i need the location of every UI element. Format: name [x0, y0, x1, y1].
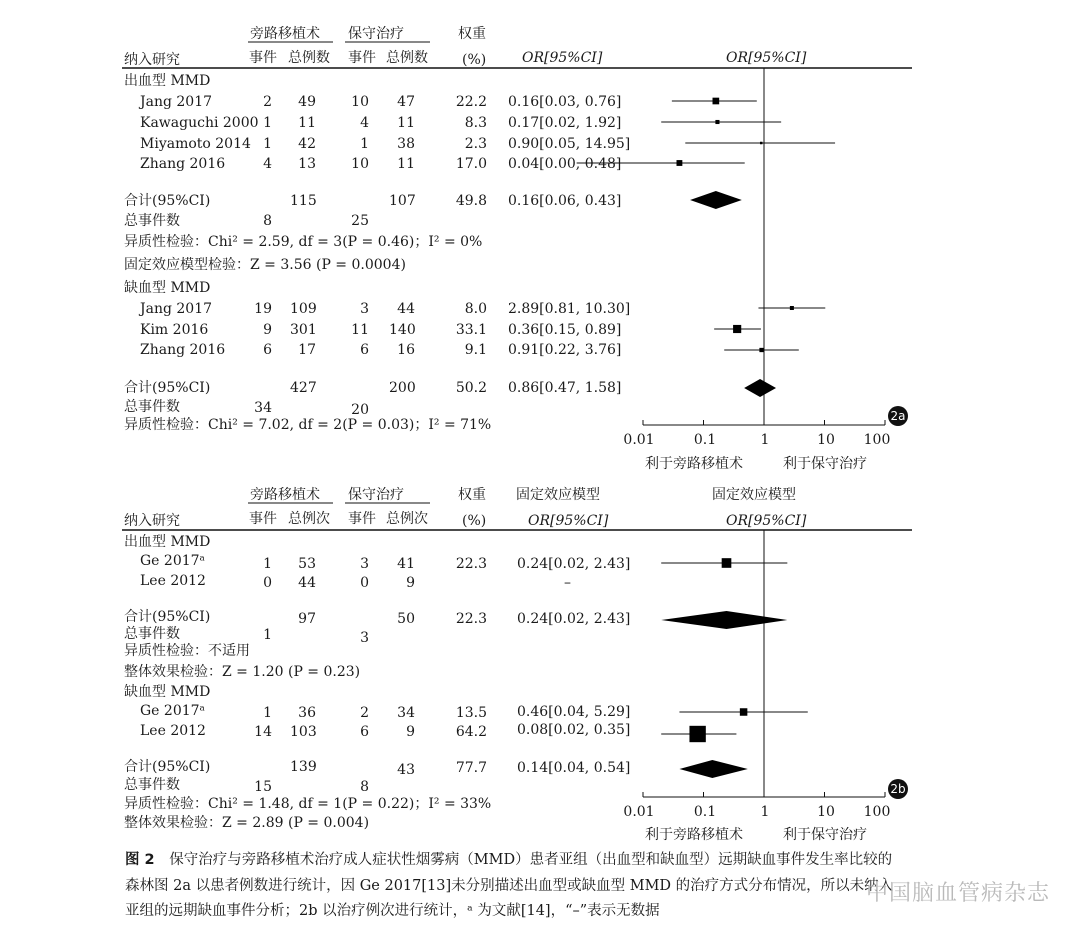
total-events-2: 25: [351, 213, 369, 229]
study-name: Kim 2016: [140, 322, 209, 338]
axis-tick-label: 0.01: [623, 804, 655, 820]
header-or-plot: OR[95%CI]: [726, 50, 807, 66]
favors-bypass-label: 利于旁路移植术: [645, 456, 743, 472]
study-estimate-square: [759, 348, 763, 352]
events-2: 0: [360, 575, 369, 591]
total-1: 53: [298, 556, 316, 572]
total-2: 11: [397, 156, 415, 172]
axis-tick-label: 10: [817, 432, 835, 448]
axis-tick-label: 10: [817, 804, 835, 820]
figure-label: 图 2: [125, 852, 155, 868]
effect-test: 整体效果检验：Z = 1.20 (P = 0.23): [124, 664, 361, 680]
total-events-1: 8: [263, 213, 272, 229]
total-2: 38: [397, 136, 415, 152]
total-events-label: 总事件数: [124, 399, 180, 415]
odds-ratio: 0.91[0.22, 3.76]: [508, 342, 622, 358]
study-estimate-square: [722, 558, 732, 568]
total-1: 13: [298, 156, 316, 172]
header-group-bypass: 旁路移植术: [250, 487, 320, 503]
header-model: 固定效应模型: [516, 487, 600, 503]
subtotal-label: 合计(95%CI): [124, 609, 211, 625]
total-1: 139: [290, 759, 317, 775]
total-events-2: 8: [360, 779, 369, 795]
axis-tick-label: 0.1: [693, 432, 717, 448]
header-total-1: 总例数: [288, 50, 330, 66]
weight: 9.1: [464, 342, 487, 358]
caption-line-3: 亚组的远期缺血事件分析；2b 以治疗例次进行统计，ᵃ 为文献[14]，“–”表示无数据: [125, 903, 660, 919]
total-2: 16: [397, 342, 415, 358]
weight: 33.1: [455, 322, 487, 338]
events-1: 14: [254, 724, 272, 740]
events-1: 0: [263, 575, 272, 591]
header-model-plot: 固定效应模型: [712, 487, 796, 503]
events-2: 10: [351, 156, 369, 172]
header-group-conservative: 保守治疗: [348, 487, 404, 503]
total-events-1: 1: [263, 627, 272, 643]
total-events-label: 总事件数: [124, 626, 180, 642]
total-1: 103: [290, 724, 317, 740]
header-events-2: 事件: [348, 511, 376, 527]
weight: 22.3: [455, 611, 487, 627]
events-2: 1: [360, 136, 369, 152]
events-1: 1: [263, 136, 272, 152]
favors-conservative-label: 利于保守治疗: [783, 456, 867, 472]
panel-badge: 2b: [888, 779, 908, 799]
events-1: 9: [263, 322, 272, 338]
header-group-conservative: 保守治疗: [348, 26, 404, 42]
axis-tick-label: 1: [760, 804, 770, 820]
total-2: 50: [397, 611, 415, 627]
study-name: Lee 2012: [140, 723, 206, 739]
total-2: 47: [397, 94, 415, 110]
weight: 2.3: [464, 136, 487, 152]
study-name: Kawaguchi 2000: [140, 115, 259, 131]
total-events-label: 总事件数: [124, 213, 180, 229]
heterogeneity-test: 异质性检验：不适用: [124, 643, 250, 659]
heterogeneity-test: 异质性检验：Chi² = 7.02, df = 2(P = 0.03)；I² = 71%: [124, 417, 492, 433]
favors-conservative-label: 利于保守治疗: [783, 827, 867, 843]
odds-ratio: 0.16[0.03, 0.76]: [508, 94, 622, 110]
effect-test: 整体效果检验：Z = 2.89 (P = 0.004): [124, 815, 370, 831]
weight: 77.7: [455, 760, 487, 776]
total-2: 9: [406, 724, 415, 740]
effect-test: 固定效应模型检验：Z = 3.56 (P = 0.0004): [124, 257, 406, 273]
panel-badge: 2a: [888, 406, 908, 426]
header-or-column: OR[95%CI]: [528, 513, 609, 529]
study-estimate-square: [733, 325, 741, 333]
total-2: 43: [397, 762, 415, 778]
odds-ratio: 0.46[0.04, 5.29]: [517, 704, 631, 720]
total-2: 107: [389, 193, 416, 209]
header-total-1: 总例次: [288, 511, 330, 527]
heterogeneity-test: 异质性检验：Chi² = 2.59, df = 3(P = 0.46)；I² = 0%: [124, 234, 483, 250]
events-2: 2: [360, 705, 369, 721]
events-2: 6: [360, 724, 369, 740]
odds-ratio: 0.17[0.02, 1.92]: [508, 115, 622, 131]
heterogeneity-test: 异质性检验：Chi² = 1.48, df = 1(P = 0.22)；I² = 33%: [124, 796, 492, 812]
study-name: Zhang 2016: [140, 156, 226, 172]
header-or-column: OR[95%CI]: [522, 50, 603, 66]
odds-ratio: 0.36[0.15, 0.89]: [508, 322, 622, 338]
total-2: 44: [397, 301, 415, 317]
pooled-estimate-diamond: [744, 379, 776, 397]
header-or-plot: OR[95%CI]: [726, 513, 807, 529]
odds-ratio: 0.86[0.47, 1.58]: [508, 380, 622, 396]
header-study: 纳入研究: [124, 52, 180, 68]
events-2: 4: [360, 115, 369, 131]
events-2: 3: [360, 556, 369, 572]
subgroup-title: 缺血型 MMD: [124, 280, 211, 296]
study-name: Lee 2012: [140, 573, 206, 589]
weight: 13.5: [455, 705, 487, 721]
subgroup-title: 缺血型 MMD: [124, 684, 211, 700]
total-1: 109: [290, 301, 317, 317]
total-2: 200: [389, 380, 416, 396]
caption-line-2: 森林图 2a 以患者例数进行统计，因 Ge 2017[13]未分别描述出血型或缺血型 MMD 的治疗方式分布情况，所以未纳入: [125, 878, 894, 894]
events-1: 4: [263, 156, 272, 172]
study-name: Miyamoto 2014: [140, 136, 251, 152]
weight: 22.2: [455, 94, 487, 110]
odds-ratio: 0.14[0.04, 0.54]: [517, 760, 631, 776]
total-1: 301: [290, 322, 317, 338]
subtotal-label: 合计(95%CI): [124, 193, 211, 209]
header-weight: 权重: [458, 487, 486, 503]
study-estimate-square: [760, 142, 763, 145]
study-estimate-square: [715, 120, 719, 124]
header-group-bypass: 旁路移植术: [250, 26, 320, 42]
subtotal-label: 合计(95%CI): [124, 759, 211, 775]
study-estimate-square: [790, 306, 794, 310]
odds-ratio: –: [564, 575, 571, 591]
subgroup-title: 出血型 MMD: [124, 534, 211, 550]
total-events-1: 34: [254, 400, 272, 416]
total-events-1: 15: [254, 779, 272, 795]
events-1: 1: [263, 705, 272, 721]
odds-ratio: 0.08[0.02, 0.35]: [517, 722, 631, 738]
weight: 8.3: [464, 115, 487, 131]
events-2: 11: [351, 322, 369, 338]
weight: 8.0: [464, 301, 487, 317]
total-2: 41: [397, 556, 415, 572]
header-events-2: 事件: [348, 50, 376, 66]
odds-ratio: 0.04[0.00, 0.48]: [508, 156, 622, 172]
weight: 49.8: [455, 193, 487, 209]
weight: 50.2: [455, 380, 487, 396]
weight: 64.2: [455, 724, 487, 740]
events-1: 2: [263, 94, 272, 110]
total-2: 11: [397, 115, 415, 131]
total-1: 49: [298, 94, 316, 110]
header-events-1: 事件: [249, 50, 277, 66]
total-events-2: 20: [351, 402, 369, 418]
axis-tick-label: 100: [863, 804, 891, 820]
total-2: 140: [389, 322, 416, 338]
axis-tick-label: 0.1: [693, 804, 717, 820]
events-1: 1: [263, 556, 272, 572]
weight: 17.0: [455, 156, 487, 172]
total-2: 34: [397, 705, 415, 721]
axis-tick-label: 0.01: [623, 432, 655, 448]
journal-watermark: 中国脑血管病杂志: [865, 881, 1050, 906]
pooled-estimate-diamond: [661, 611, 787, 629]
pooled-estimate-diamond: [690, 191, 742, 209]
pooled-estimate-diamond: [679, 760, 747, 778]
events-1: 1: [263, 115, 272, 131]
events-2: 3: [360, 301, 369, 317]
study-name: Ge 2017ᵃ: [140, 553, 205, 569]
events-2: 10: [351, 94, 369, 110]
header-events-1: 事件: [249, 511, 277, 527]
study-name: Jang 2017: [140, 301, 213, 317]
odds-ratio: 0.16[0.06, 0.43]: [508, 193, 622, 209]
total-1: 36: [298, 705, 316, 721]
study-name: Ge 2017ᵃ: [140, 703, 205, 719]
total-1: 11: [298, 115, 316, 131]
events-1: 6: [263, 342, 272, 358]
subgroup-title: 出血型 MMD: [124, 73, 211, 89]
total-events-label: 总事件数: [124, 777, 180, 793]
total-1: 44: [298, 575, 316, 591]
axis-tick-label: 1: [760, 432, 770, 448]
odds-ratio: 0.24[0.02, 2.43]: [517, 611, 631, 627]
header-total-2: 总例数: [386, 50, 428, 66]
odds-ratio: 2.89[0.81, 10.30]: [508, 301, 631, 317]
odds-ratio: 0.24[0.02, 2.43]: [517, 556, 631, 572]
study-estimate-square: [713, 98, 720, 105]
header-weight-unit: (%): [462, 513, 487, 529]
total-1: 97: [298, 611, 316, 627]
subtotal-label: 合计(95%CI): [124, 380, 211, 396]
favors-bypass-label: 利于旁路移植术: [645, 827, 743, 843]
study-name: Jang 2017: [140, 94, 213, 110]
caption-line-1: 保守治疗与旁路移植术治疗成人症状性烟雾病（MMD）患者亚组（出血型和缺血型）远期缺血事件发生率比较的: [169, 852, 893, 868]
total-1: 42: [298, 136, 316, 152]
header-total-2: 总例次: [386, 511, 428, 527]
header-study: 纳入研究: [124, 513, 180, 529]
study-estimate-square: [740, 708, 748, 716]
header-weight: 权重: [458, 26, 486, 42]
events-1: 19: [254, 301, 272, 317]
study-name: Zhang 2016: [140, 342, 226, 358]
header-weight-unit: (%): [462, 52, 487, 68]
axis-tick-label: 100: [863, 432, 891, 448]
weight: 22.3: [455, 556, 487, 572]
total-1: 427: [290, 380, 317, 396]
total-1: 17: [298, 342, 316, 358]
total-1: 115: [290, 193, 317, 209]
total-events-2: 3: [360, 630, 369, 646]
study-estimate-square: [677, 160, 683, 166]
study-estimate-square: [689, 726, 705, 742]
odds-ratio: 0.90[0.05, 14.95]: [508, 136, 631, 152]
total-2: 9: [406, 575, 415, 591]
events-2: 6: [360, 342, 369, 358]
